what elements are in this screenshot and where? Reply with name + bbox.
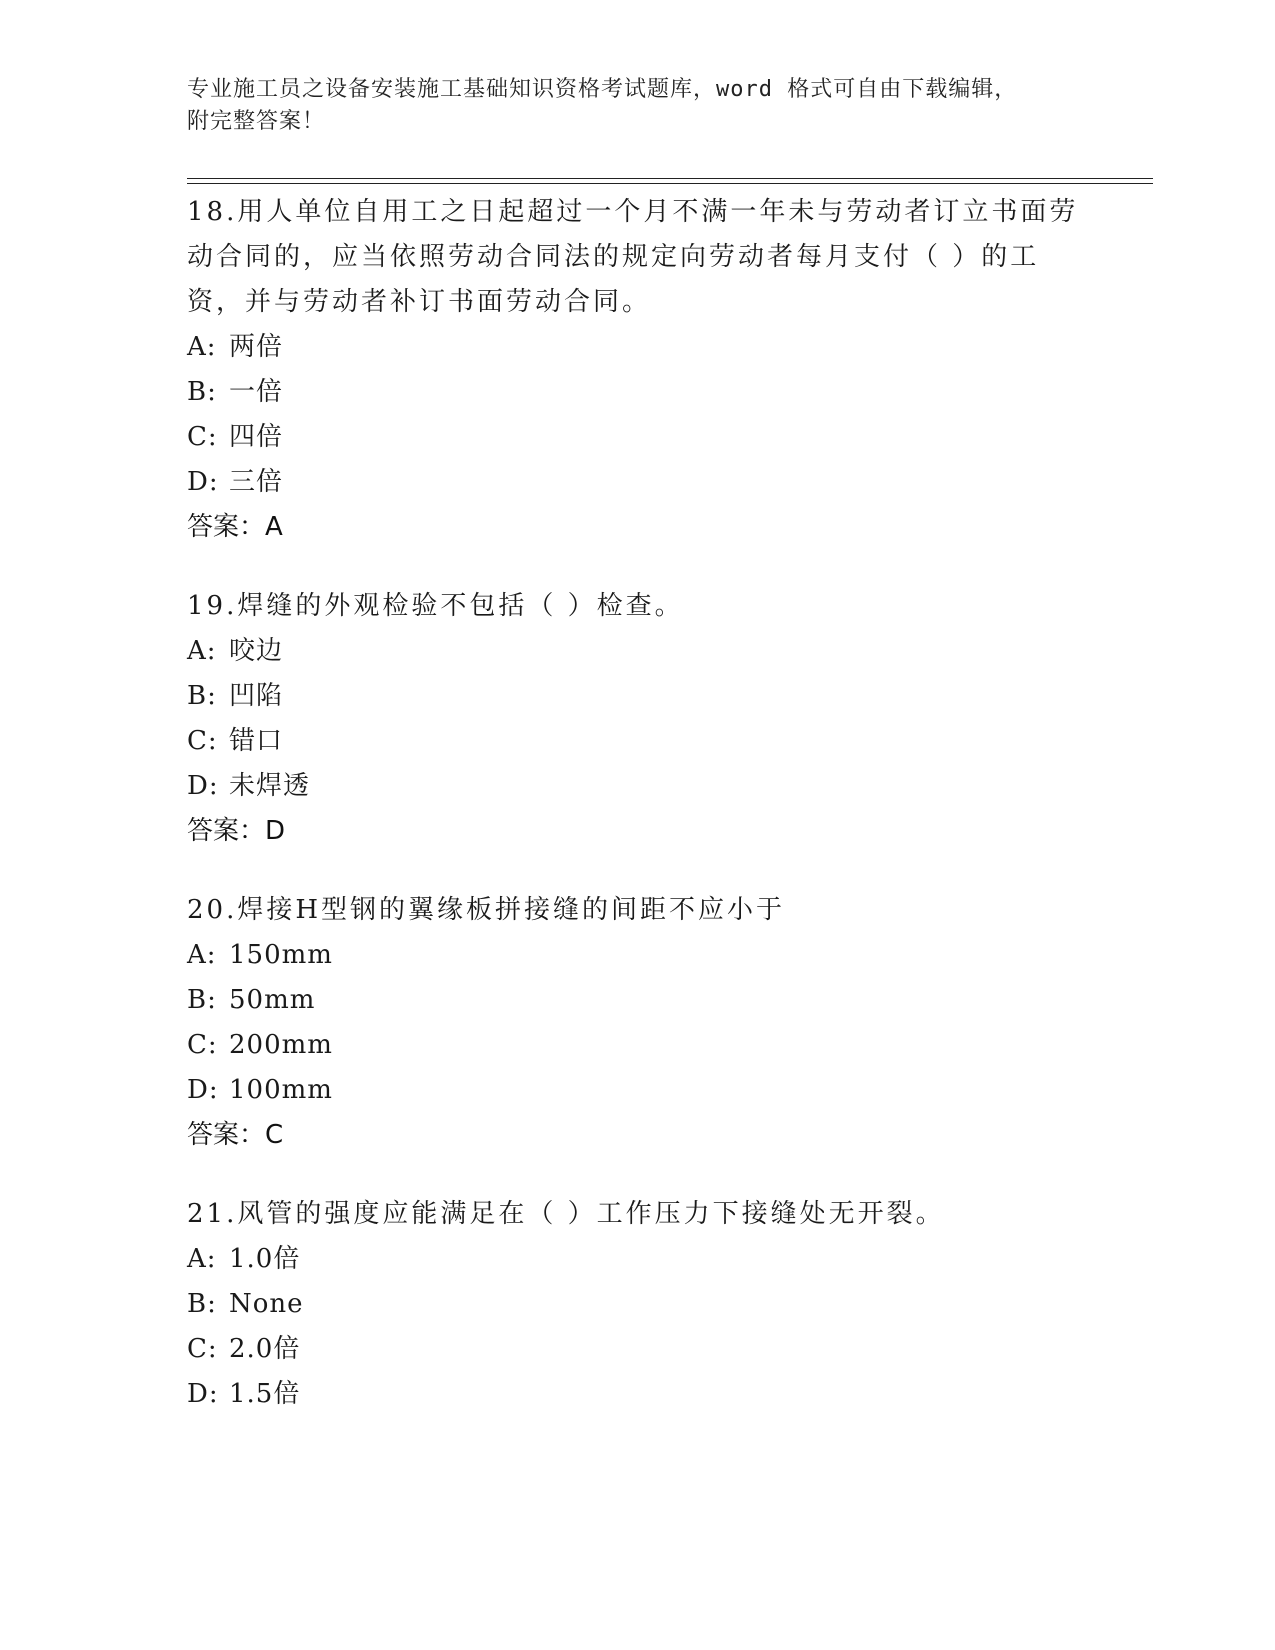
question-list <box>187 190 1087 1451</box>
option-value: None <box>229 1289 304 1319</box>
option-value: 1.5倍 <box>229 1379 301 1409</box>
option-value: 200mm <box>229 1030 333 1060</box>
question-text <box>187 190 1087 325</box>
answer-label: 答案： <box>187 816 266 846</box>
header-divider-bottom <box>187 183 1153 184</box>
question-body: 焊缝的外观检验不包括（ ）检查。 <box>237 591 684 621</box>
option-value: 一倍 <box>229 377 284 407</box>
option-key: C: <box>187 422 218 452</box>
option-a <box>187 629 1087 674</box>
option-key: C: <box>187 1334 218 1364</box>
option-key: D: <box>187 771 219 801</box>
question-text <box>187 888 1087 933</box>
answer-value: D <box>265 816 286 846</box>
option-key: A: <box>187 332 217 362</box>
option-key: C: <box>187 1030 218 1060</box>
answer-value: C <box>265 1120 284 1150</box>
question-21 <box>187 1192 1087 1417</box>
option-value: 三倍 <box>229 467 284 497</box>
option-b <box>187 674 1087 719</box>
option-c <box>187 719 1087 764</box>
header-line-1: 专业施工员之设备安装施工基础知识资格考试题库，word 格式可自由下载编辑， <box>187 77 1018 102</box>
option-d <box>187 764 1087 809</box>
option-key: D: <box>187 1075 219 1105</box>
question-number: 18. <box>187 197 238 227</box>
option-value: 2.0倍 <box>229 1334 301 1364</box>
option-a <box>187 1237 1087 1282</box>
option-value: 50mm <box>229 985 316 1015</box>
question-19 <box>187 584 1087 854</box>
option-key: A: <box>187 1244 217 1274</box>
question-text <box>187 1192 1087 1237</box>
question-number: 21. <box>187 1199 238 1229</box>
option-b <box>187 370 1087 415</box>
option-c <box>187 1327 1087 1372</box>
option-d <box>187 1372 1087 1417</box>
question-body: 用人单位自用工之日起超过一个月不满一年未与劳动者订立书面劳动合同的，应当依照劳动合同法的规定向劳动者每月支付（ ）的工资，并与劳动者补订书面劳动合同。 <box>187 197 1079 317</box>
document-header <box>187 74 1067 138</box>
option-b <box>187 1282 1087 1327</box>
option-key: B: <box>187 1289 217 1319</box>
option-value: 1.0倍 <box>229 1244 301 1274</box>
option-c <box>187 1023 1087 1068</box>
question-body: 风管的强度应能满足在（ ）工作压力下接缝处无开裂。 <box>237 1199 945 1229</box>
option-value: 四倍 <box>229 422 284 452</box>
question-number: 20. <box>187 895 238 925</box>
option-a <box>187 933 1087 978</box>
option-a <box>187 325 1087 370</box>
option-d <box>187 1068 1087 1113</box>
answer-label: 答案： <box>187 1120 266 1150</box>
answer-line <box>187 505 1087 550</box>
option-value: 两倍 <box>229 332 284 362</box>
question-20 <box>187 888 1087 1158</box>
header-divider-top <box>187 178 1153 179</box>
option-value: 咬边 <box>229 636 284 666</box>
option-key: A: <box>187 636 217 666</box>
option-value: 错口 <box>229 726 284 756</box>
answer-value: A <box>265 512 283 542</box>
option-value: 未焊透 <box>229 771 311 801</box>
answer-label: 答案： <box>187 512 266 542</box>
question-number: 19. <box>187 591 238 621</box>
option-key: B: <box>187 377 217 407</box>
option-c <box>187 415 1087 460</box>
question-18 <box>187 190 1087 550</box>
question-body: 焊接H型钢的翼缘板拼接缝的间距不应小于 <box>237 895 786 925</box>
option-value: 150mm <box>229 940 333 970</box>
option-key: B: <box>187 681 217 711</box>
question-text <box>187 584 1087 629</box>
option-key: B: <box>187 985 217 1015</box>
option-key: C: <box>187 726 218 756</box>
header-line-2: 附完整答案！ <box>187 109 326 134</box>
option-value: 凹陷 <box>229 681 284 711</box>
answer-line <box>187 809 1087 854</box>
option-d <box>187 460 1087 505</box>
answer-line <box>187 1113 1087 1158</box>
option-b <box>187 978 1087 1023</box>
option-key: A: <box>187 940 217 970</box>
option-key: D: <box>187 467 219 497</box>
option-value: 100mm <box>229 1075 333 1105</box>
option-key: D: <box>187 1379 219 1409</box>
